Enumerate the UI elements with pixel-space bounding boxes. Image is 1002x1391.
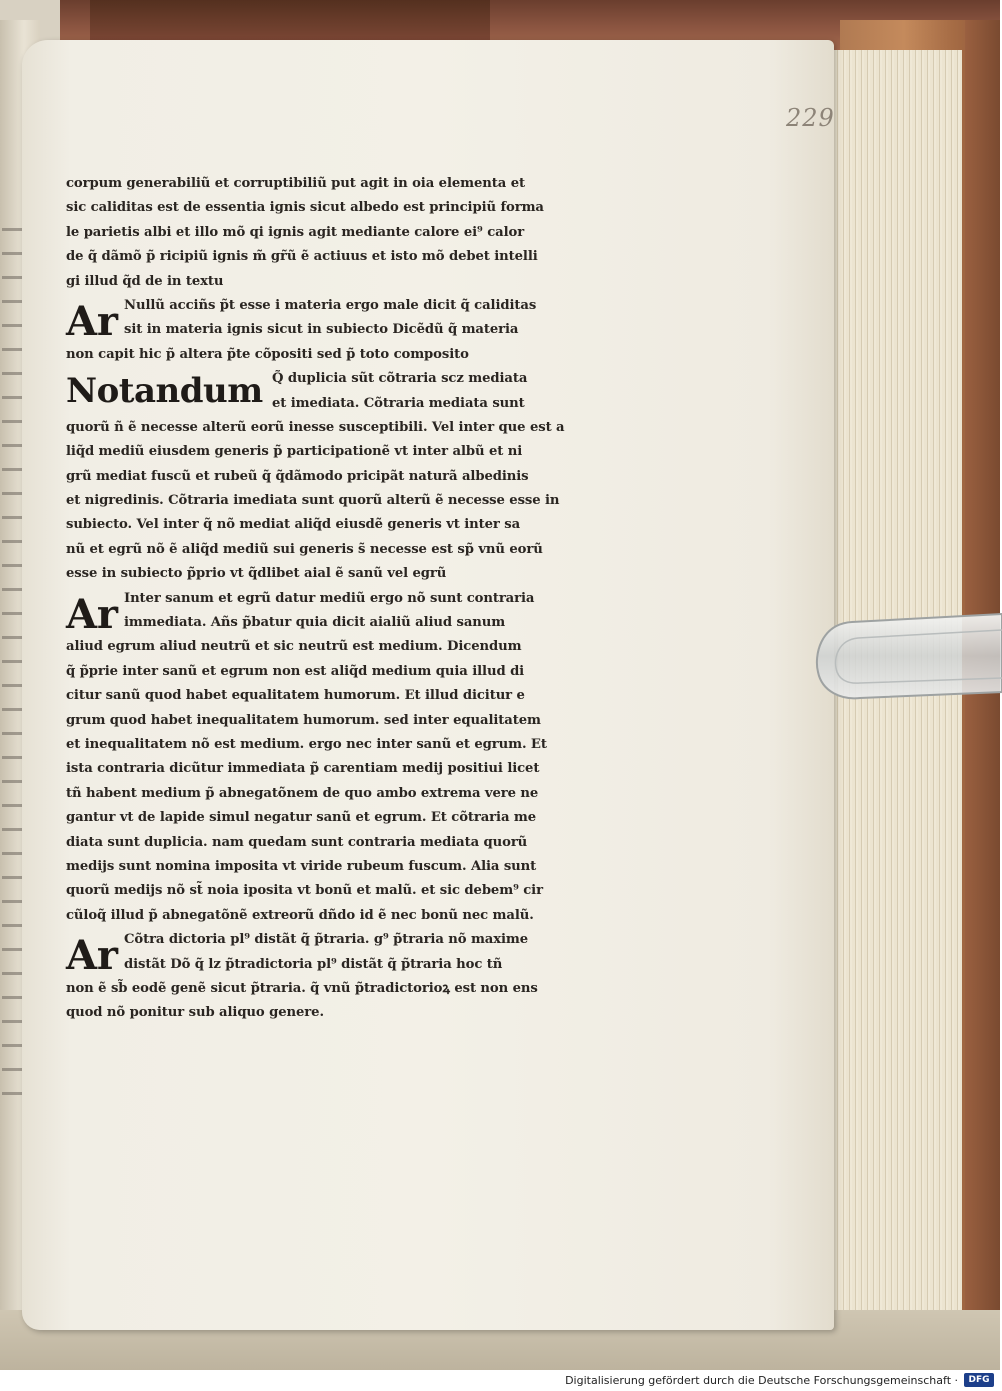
text-line: immediata. Añs p̃batur quia dicit aialiũ aliud sanum	[124, 615, 506, 631]
text-line: quorũ ñ ẽ necesse alterũ eorũ inesse susceptibili. Vel inter que est a	[66, 419, 565, 435]
folio-number: 229	[786, 104, 835, 132]
text-line: et inequalitatem nõ est medium. ergo nec inter sanũ et egrum. Et	[66, 736, 547, 752]
book-spine-leather	[90, 0, 490, 40]
text-line: quorũ medijs nõ st̃ noia iposita vt bonũ et malũ. et sic debem⁹ cir	[66, 883, 543, 899]
text-line: grũ mediat fuscũ et rubeũ q̃ q̃dãmodo pricipãt naturã albedinis	[66, 468, 529, 484]
text-line-content: Q̃ duplicia sũt cõtraria scz mediata	[272, 371, 528, 387]
text-line: subiecto. Vel inter q̃ nõ mediat aliq̃d eiusdẽ generis vt inter sa	[66, 517, 521, 533]
dfg-logo: DFG	[964, 1373, 994, 1387]
initial-notandum: Notandum	[66, 371, 263, 412]
text-line: aliud egrum aliud neutrũ et sic neutrũ est medium. Dicendum	[66, 639, 522, 655]
text-line: sit in materia ignis sicut in subiecto Dicẽdũ q̃ materia	[124, 322, 519, 338]
text-line: medijs sunt nomina imposita vt viride rubeum fuscum. Alia sunt	[66, 858, 537, 874]
text-line-content: Nullũ acciñs p̃t esse i materia ergo male dicit q̃ caliditas	[124, 297, 537, 313]
text-line: distãt Dõ q̃ lz p̃tradictoria pl⁹ distãt q̃ p̃traria hoc tñ	[124, 956, 503, 972]
page-edges	[822, 50, 962, 1365]
text-line: Ar Nullũ acciñs p̃t esse i materia ergo male dicit q̃ caliditas	[66, 297, 537, 345]
text-line: corpum generabiliũ et corruptibiliũ put agit in oia elementa et	[66, 176, 525, 191]
text-line: et nigredinis. Cõtraria imediata sunt quorũ alterũ ẽ necesse esse in	[66, 493, 560, 509]
text-line-content: Inter sanum et egrũ datur mediũ ergo nõ sunt contraria	[124, 590, 535, 606]
text-line: sic caliditas est de essentia ignis sicut albedo est principiũ forma	[66, 200, 544, 216]
text-line: de q̃ dãmõ p̃ ricipiũ ignis m̃ gr̃ũ ẽ actiuus et isto mõ debet intelli	[66, 249, 538, 265]
text-line: q̃ p̃prie inter sanũ et egrum non est aliq̃d medium quia illud di	[66, 663, 525, 679]
text-line: esse in subiecto p̃prio vt q̃dlibet aial ẽ sanũ vel egrũ	[66, 566, 447, 582]
text-line: gantur vt de lapide simul negatur sanũ et egrum. Et cõtraria me	[66, 810, 537, 826]
text-line: quod nõ ponitur sub aliquo genere.	[66, 1005, 324, 1021]
text-line: le parietis albi et illo mõ qi ignis agit mediante calore ei⁹ calor	[66, 224, 525, 240]
text-line: et imediata. Cõtraria mediata sunt	[272, 395, 525, 411]
page-text	[66, 172, 606, 1026]
plastic-page-clip	[812, 608, 1002, 706]
text-line: ista contraria dicũtur immediata p̃ carentiam medij positiui licet	[66, 761, 540, 777]
text-line: gi illud q̃d de in textu	[66, 273, 224, 289]
text-line-content: Cõtra dictoria pl⁹ distãt q̃ p̃traria. g⁹ p̃traria nõ maxime	[124, 932, 529, 948]
text-line: cũloq̃ illud p̃ abnegatõnẽ extreorũ dñdo id ẽ nec bonũ nec malũ.	[66, 907, 534, 923]
text-line: grum quod habet inequalitatem humorum. sed inter equalitatem	[66, 712, 541, 728]
text-line: Ar Cõtra dictoria pl⁹ distãt q̃ p̃traria. g⁹ p̃traria nõ maxime	[66, 932, 529, 980]
text-line: liq̃d mediũ eiusdem generis p̃ participationẽ vt inter albũ et ni	[66, 444, 523, 460]
text-line: nũ et egrũ nõ ẽ aliq̃d mediũ sui generis s̃ necesse est sp̃ vnũ eorũ	[66, 541, 543, 557]
footer-credit: Digitalisierung gefördert durch die Deutsche Forschungsgemeinschaft ·	[565, 1374, 958, 1387]
text-line: tñ habent medium p̃ abnegatõnem de quo ambo extrema vere ne	[66, 785, 539, 801]
text-line: non capit hic p̃ altera p̃te cõpositi sed p̃ toto composito	[66, 346, 469, 362]
footer-bar	[0, 1370, 1000, 1391]
text-line: diata sunt duplicia. nam quedam sunt contraria mediata quorũ	[66, 834, 528, 850]
text-line: Ar Inter sanum et egrũ datur mediũ ergo nõ sunt contraria	[66, 590, 535, 638]
text-line: citur sanũ quod habet equalitatem humorum. Et illud dicitur e	[66, 688, 525, 704]
text-line: non ẽ sb̃ eodẽ genẽ sicut p̃traria. q̃ vnũ p̃tradictorioꝝ est non ens	[66, 980, 538, 996]
